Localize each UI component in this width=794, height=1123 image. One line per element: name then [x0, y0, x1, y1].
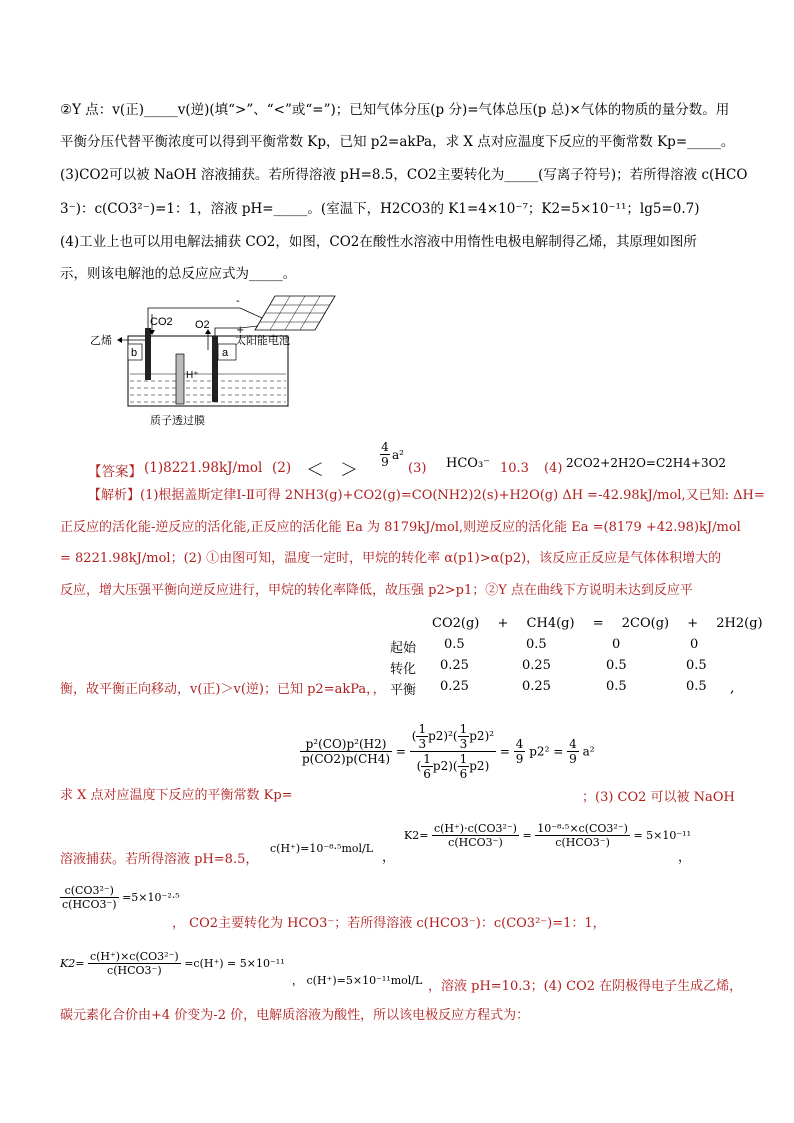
frac-1: 1: [423, 752, 431, 766]
table-h-plus1: +: [497, 616, 509, 631]
answer-hco3: HCO₃⁻: [446, 456, 491, 471]
kp-lhs-den: p(CO2)p(CH4): [302, 752, 391, 766]
table-h-eq: =: [592, 616, 604, 631]
kp-lhs-num: p²(CO)p²(H2): [300, 737, 392, 752]
p2: p2: [428, 729, 444, 743]
hplus-label: H⁺: [186, 370, 199, 381]
answer-4-idx: (4): [544, 461, 563, 476]
num-4: 4: [569, 737, 577, 751]
analysis-line-6: 求 X 点对应温度下反应的平衡常数 Kp=: [60, 788, 293, 803]
table-cell: 0.5: [526, 637, 547, 652]
table-cell: 0.5: [444, 637, 465, 652]
k2-frac2: [535, 822, 630, 849]
o2-label: O2: [195, 319, 210, 331]
analysis-line-9a: ， c(H⁺)=5×10⁻¹¹mol/L: [292, 974, 423, 987]
num-4: 4: [515, 737, 524, 751]
table-h-co2: CO2(g): [432, 616, 480, 631]
analysis-line-2: 正反应的活化能-逆反应的活化能,正反应的活化能 Ea 为 8179kJ/mol,则逆反应的活化能 Ea =(8179 +42.98)kJ/mol: [60, 520, 741, 535]
table-cell: 0.5: [686, 679, 707, 694]
question-line-6: 示，则该电解池的总反应应式为_____。: [60, 266, 297, 282]
kp-formula: [300, 722, 595, 781]
frac-1: 1: [459, 722, 468, 736]
solar-label: 太阳能电池: [235, 335, 290, 347]
k2b-num: c(H⁺)×c(CO3²⁻): [89, 950, 179, 963]
kp-eq2: =: [499, 744, 510, 759]
k2b-lhs: K2=: [60, 957, 85, 970]
table-row-label: 转化: [390, 662, 417, 677]
table-h-co: 2CO(g): [621, 616, 670, 631]
den-9: 9: [569, 752, 577, 766]
analysis-line-5: 衡，故平衡正向移动，v(正)＞v(逆)；已知 p2=akPa，，: [60, 682, 386, 697]
table-h-plus2: +: [687, 616, 699, 631]
k2-val: = 5×10⁻¹¹: [633, 829, 691, 842]
plus-label: +: [236, 325, 245, 336]
membrane-label: 质子透过膜: [150, 415, 205, 427]
k2-frac1: [432, 822, 519, 849]
kp-lhs: [300, 737, 392, 766]
den-9: 9: [515, 752, 524, 766]
answer-4-eq: 2CO2+2H2O=C2H4+3O2: [566, 456, 727, 470]
table-header: [432, 616, 763, 631]
analysis-line-10: 碳元素化合价由+4 价变为-2 价，电解质溶液为酸性，所以该电极反应方程式为：: [60, 1008, 530, 1023]
k2-lhs: K2=: [404, 829, 429, 842]
electrode-b-label: b: [131, 347, 138, 359]
k2-num2: 10⁻⁸·⁵×c(CO3²⁻): [537, 822, 628, 835]
answer-3-idx: (3): [408, 461, 427, 476]
frac-3: 3: [418, 737, 427, 751]
kp-tail: a²: [582, 744, 595, 759]
kp-mid-num: ( $\frac{1}{3}$ p2)²( $\frac{1}{3}$ p2)²: [411, 722, 495, 751]
k2-eq: =: [522, 829, 532, 842]
k2b-frac: [88, 950, 181, 977]
frac-6: 6: [459, 767, 468, 781]
ratio-den: c(HCO3⁻): [62, 898, 117, 911]
k2-den: c(HCO3⁻): [448, 836, 503, 849]
analysis-line-8: ， CO2主要转化为 HCO3⁻；若所得溶液 c(HCO3⁻)：c(CO3²⁻)=1：1，: [172, 916, 606, 931]
frac-6: 6: [423, 767, 431, 781]
p2: p2: [469, 759, 485, 773]
answer-2-gt: ＞: [340, 460, 358, 481]
answer-frac-num: 4: [381, 440, 389, 454]
answer-1: (1)8221.98kJ/mol: [144, 460, 263, 476]
table-cell: 0.25: [522, 658, 551, 673]
frac-3: 3: [459, 737, 468, 751]
kp-eq1: =: [395, 744, 406, 759]
table-row-label: 起始: [390, 641, 417, 656]
answer-label: 【答案】: [88, 464, 142, 480]
ratio-num: c(CO3²⁻): [60, 884, 119, 898]
answer-frac: [380, 440, 390, 469]
p2: p2: [432, 759, 449, 773]
answer-frac-den: 9: [381, 455, 389, 469]
table-cell: 0.25: [440, 658, 469, 673]
k2-den2: c(HCO3⁻): [555, 836, 610, 849]
answer-frac-tail: a²: [392, 448, 404, 462]
table-h-ch4: CH4(g): [526, 616, 575, 631]
kp-mid-den: ( $\frac{1}{6}$ p2)( $\frac{1}{6}$ p2): [416, 752, 490, 781]
ratio-val: =5×10⁻²·⁵: [122, 891, 180, 904]
analysis-line-9b: ，溶液 pH=10.3；(4) CO2 在阴极得电子生成乙烯，: [428, 979, 743, 994]
question-line-2: 平衡分压代替平衡浓度可以得到平衡常数 Kp，已知 p2=akPa，求 X 点对应温度下反应的平衡常数 Kp=_____。: [60, 134, 735, 150]
table-cell: 0.5: [686, 658, 707, 673]
k2b-formula: [60, 950, 285, 977]
analysis-line-3: = 8221.98kJ/mol；(2) ①由图可知，温度一定时，甲烷的转化率 α(p1)>α(p2)，该反应正反应是气体体积增大的: [60, 551, 722, 566]
minus-label: -: [236, 294, 240, 307]
table-row-label: 平衡: [390, 683, 417, 698]
table-h-h2: 2H2(g): [716, 616, 763, 631]
electrolysis-diagram: [90, 288, 350, 428]
table-row-change: [390, 658, 707, 677]
co2-label: CO2: [150, 316, 173, 328]
table-comma: ,: [730, 680, 735, 696]
table-cell: 0.5: [606, 658, 627, 673]
kp-eq3: =: [553, 744, 564, 759]
comma-2: ，: [678, 850, 692, 865]
electrode-a-label: a: [222, 347, 229, 359]
kp-49: [514, 737, 526, 766]
ethylene-label: 乙烯: [90, 335, 112, 347]
analysis-line-4: 反应，增大压强平衡向逆反应进行，甲烷的转化率降低，故压强 p2>p1；②Y 点在曲线下方说明未达到反应平: [60, 583, 693, 598]
table-cell: 0: [612, 637, 621, 652]
question-line-1: ②Y 点：v(正)_____v(逆)(填“>”、“<”或“=”)；已知气体分压(p 分)=气体总压(p 总)×气体的物质的量分数。用: [60, 102, 730, 118]
analysis-line-1: 【解析】(1)根据盖斯定律Ⅰ-Ⅱ可得 2NH3(g)+CO2(g)=CO(NH2)2(s)+H2O(g) ΔH =-42.98kJ/mol,又已知: ΔH=: [88, 488, 765, 503]
ratio-frac: [60, 884, 119, 911]
table-cell: 0.5: [606, 679, 627, 694]
k2b-val: =c(H⁺) = 5×10⁻¹¹: [184, 957, 285, 970]
question-line-4: 3⁻)：c(CO3²⁻)=1：1，溶液 pH=_____。(室温下，H2CO3的 K1=4×10⁻⁷；K2=5×10⁻¹¹；lg5=0.7): [60, 201, 700, 217]
analysis-line-6b: ；(3) CO2 可以被 NaOH: [582, 790, 735, 805]
k2-formula: [404, 822, 691, 849]
answer-ph: 10.3: [500, 461, 529, 476]
ratio-formula: [60, 884, 180, 911]
table-cell: 0: [690, 637, 699, 652]
question-line-3: (3)CO2可以被 NaOH 溶液捕获。若所得溶液 pH=8.5，CO2主要转化为_____(写离子符号)；若所得溶液 c(HCO: [60, 167, 748, 183]
frac-1: 1: [459, 752, 468, 766]
kp-p2sq: p2²: [529, 744, 550, 759]
k2b-den: c(HCO3⁻): [107, 964, 162, 977]
frac-1: 1: [418, 722, 427, 736]
table-cell: 0.25: [440, 679, 469, 694]
comma-1: ，: [382, 850, 396, 865]
table-row-initial: [390, 637, 699, 656]
ch-value: c(H⁺)=10⁻⁸·⁵mol/L: [270, 842, 374, 855]
kp-mid-frac: [410, 722, 496, 781]
question-line-5: (4)工业上也可以用电解法捕获 CO2，如图，CO2在酸性水溶液中用惰性电极电解制得乙烯，其原理如图所: [60, 234, 697, 250]
k2-num: c(H⁺)·c(CO3²⁻): [433, 822, 517, 835]
kp-49b: [567, 737, 579, 766]
table-cell: 0.25: [522, 679, 551, 694]
answer-2-idx: (2): [272, 460, 292, 476]
p2: p2: [469, 729, 485, 743]
analysis-line-7: 溶液捕获。若所得溶液 pH=8.5，: [60, 852, 259, 867]
answer-2-lt: ＜: [306, 460, 324, 481]
